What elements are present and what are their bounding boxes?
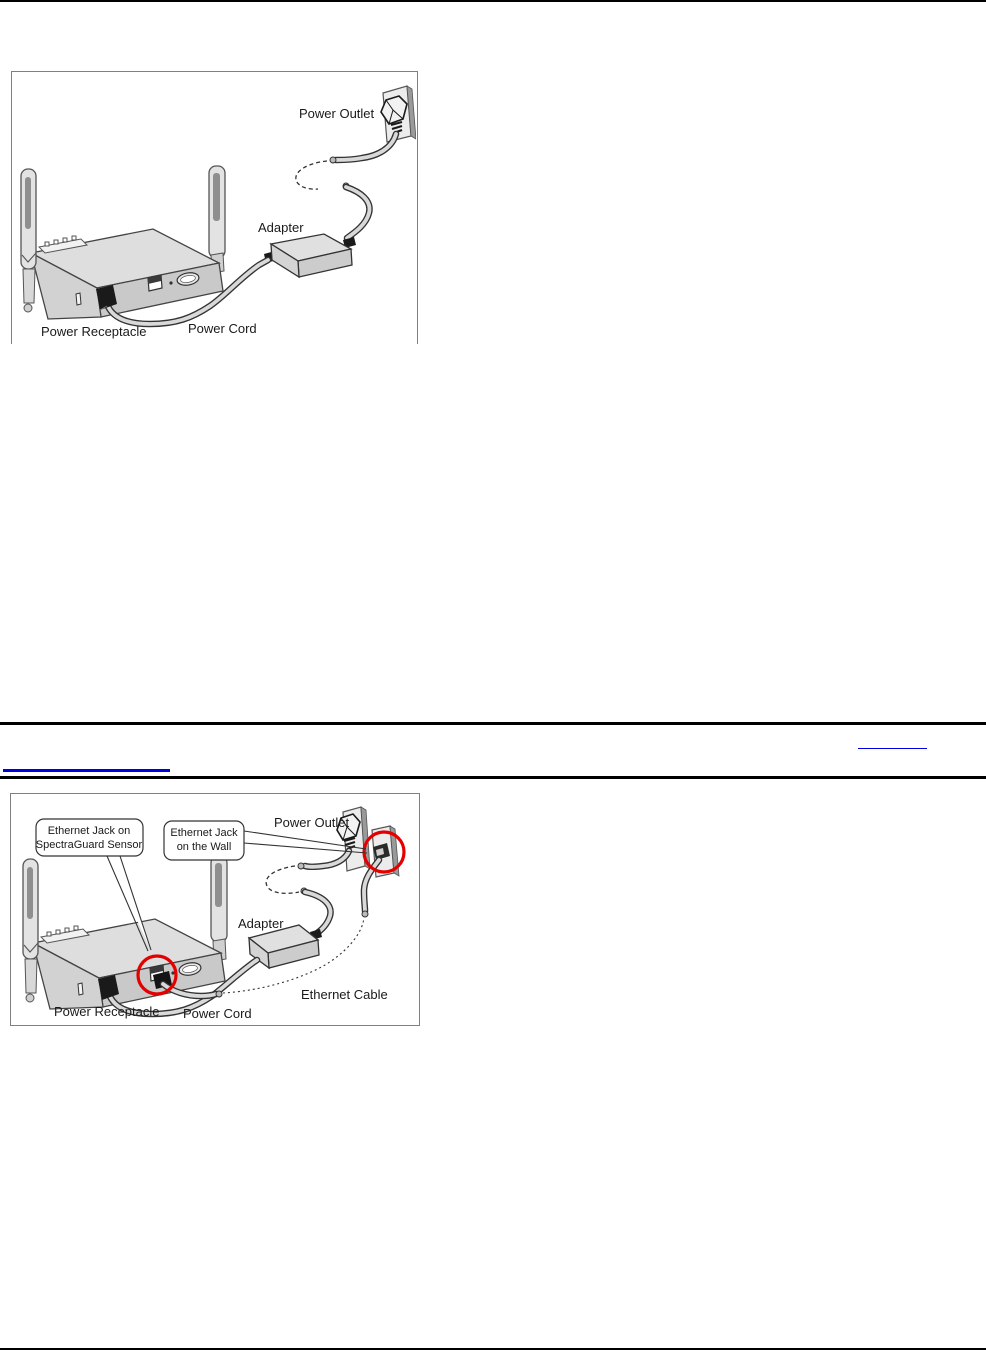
right-antenna bbox=[211, 856, 227, 961]
figure2-label-power-cord: Power Cord bbox=[183, 1006, 252, 1021]
bottom-rule bbox=[0, 1348, 986, 1350]
outlet-cable bbox=[330, 134, 396, 163]
figure-power-connection bbox=[11, 71, 418, 344]
figure1-label-power-receptacle: Power Receptacle bbox=[41, 324, 147, 339]
figure-ethernet-connection bbox=[10, 793, 420, 1026]
section-rule-lower bbox=[0, 776, 986, 779]
top-rule bbox=[0, 0, 986, 2]
figure2-label-power-receptacle: Power Receptacle bbox=[54, 1004, 160, 1019]
hyperlink-underline-right[interactable] bbox=[858, 740, 927, 749]
adapter-box bbox=[249, 925, 322, 968]
callout-sensor-line1: Ethernet Jack on bbox=[47, 825, 131, 837]
power-connection-illustration bbox=[12, 72, 416, 342]
callout-sensor-line2: SpectraGuard Sensor bbox=[35, 839, 143, 851]
hyperlink-underline-left[interactable] bbox=[3, 761, 170, 772]
right-antenna bbox=[209, 166, 225, 273]
dashed-cable-gap bbox=[266, 866, 299, 893]
adapter-box bbox=[264, 234, 356, 277]
figure1-label-adapter: Adapter bbox=[258, 220, 304, 235]
figure2-label-ethernet-cable: Ethernet Cable bbox=[301, 987, 388, 1002]
figure2-label-adapter: Adapter bbox=[238, 916, 284, 931]
callout-wall-line2: on the Wall bbox=[176, 841, 232, 853]
sensor-device bbox=[31, 229, 223, 319]
adapter-cable bbox=[301, 888, 331, 935]
figure1-label-power-cord: Power Cord bbox=[188, 321, 257, 336]
vent-slot bbox=[78, 983, 83, 995]
figure1-label-power-outlet: Power Outlet bbox=[299, 106, 375, 121]
callout-wall-line1: Ethernet Jack bbox=[170, 827, 238, 839]
ethernet-connection-illustration bbox=[11, 794, 418, 1024]
adapter-cable bbox=[343, 183, 369, 238]
outlet-cable bbox=[298, 851, 349, 869]
left-antenna bbox=[23, 859, 38, 1002]
left-antenna bbox=[21, 169, 36, 312]
section-rule-upper bbox=[0, 722, 986, 725]
vent-slot bbox=[76, 293, 81, 305]
figure2-label-power-outlet: Power Outlet bbox=[274, 815, 350, 830]
dashed-cable-gap bbox=[296, 161, 327, 189]
